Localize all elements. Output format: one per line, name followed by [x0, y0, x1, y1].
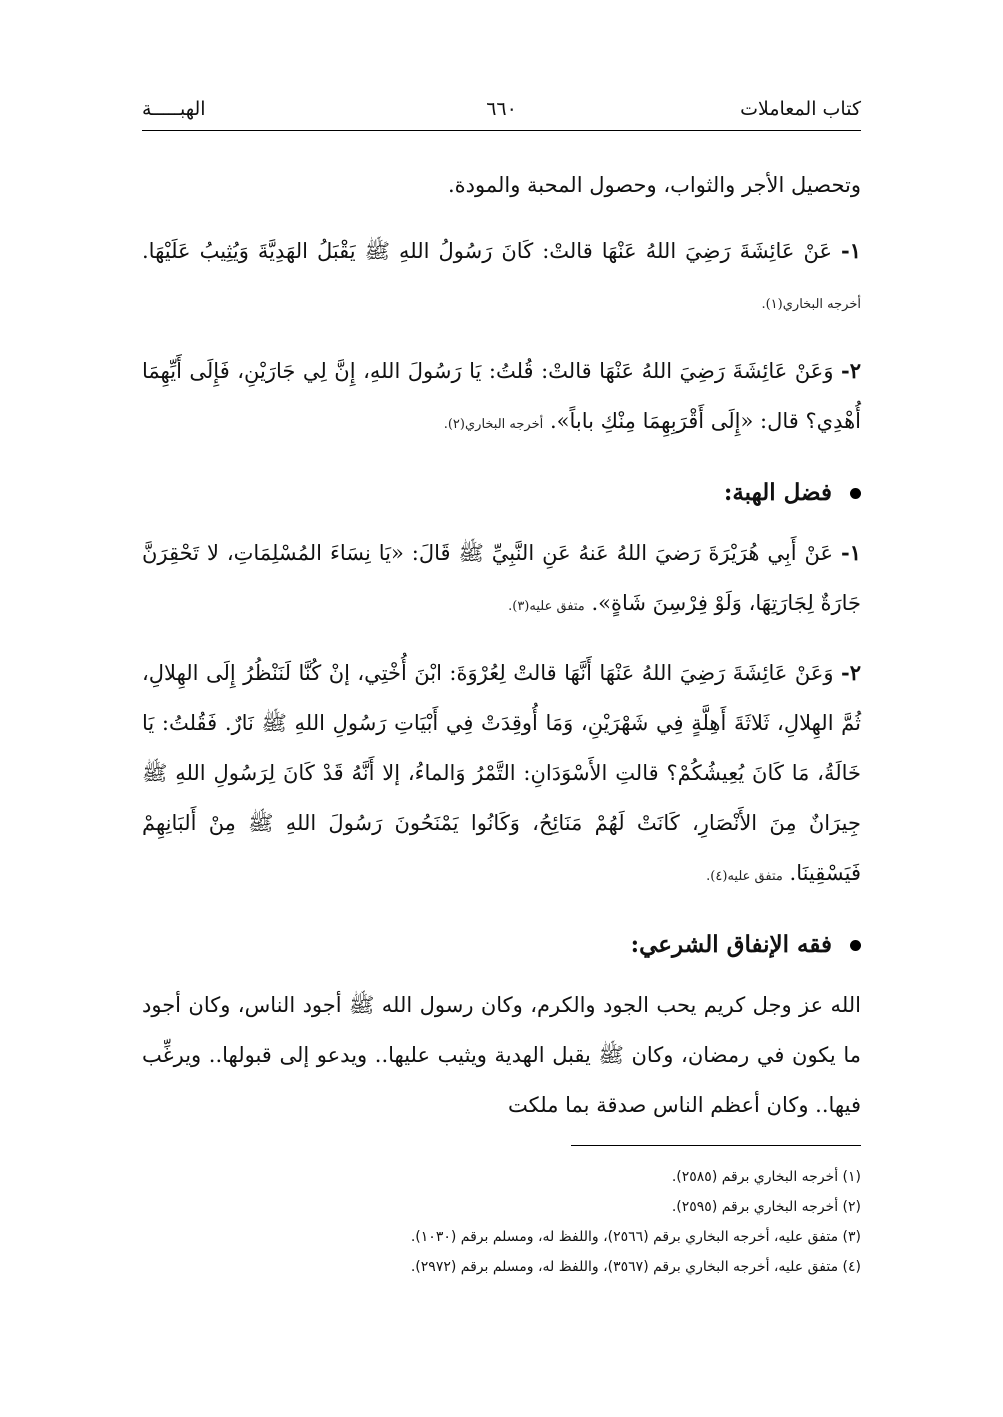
main-text: [142, 160, 861, 1130]
hadith-entry: [142, 648, 861, 902]
page-number: ٦٦٠: [486, 98, 517, 120]
entry-number: ٢-: [841, 358, 861, 383]
footnote-item: (١) أخرجه البخاري برقم (٢٥٨٥).: [671, 1169, 861, 1185]
heading-text: فضل الهبة:: [723, 479, 832, 506]
hadith-text: عَنْ أَبِي هُرَيْرَةَ رَضيَ اللهُ عَنهُ عَنِ النَّبِيِّ ﷺ قَالَ: «يَا نِسَاءَ المُسْلِمَاتِ، لا تَحْقِرَنَّ جَارَةٌ لِجَارَتِهَا، وَلَوْ فِرْسِنَ شَاةٍ».: [142, 541, 861, 615]
hadith-source: أخرجه البخاري: [464, 417, 544, 432]
footnote-item: (٤) متفق عليه، أخرجه البخاري برقم (٣٥٦٧)، واللفظ له، ومسلم برقم (٢٩٧٢).: [410, 1259, 861, 1275]
book-title: كتاب المعاملات: [740, 98, 861, 120]
hadith-source: أخرجه البخاري: [782, 297, 861, 312]
section-heading-virtue: [142, 468, 861, 518]
footnote-divider: [571, 1145, 861, 1146]
chapter-title: الهبـــــة: [142, 98, 206, 120]
footnote-ref: (٤).: [706, 869, 728, 884]
footnote-item: (٣) متفق عليه، أخرجه البخاري برقم (٢٥٦٦)، واللفظ له، ومسلم برقم (١٠٣٠).: [410, 1229, 861, 1245]
hadith-text: وَعَنْ عَائِشَةَ رَضِيَ اللهُ عَنْهَا أَنَّهَا قالتْ لِعُرْوَةَ: ابْنَ أُخْتِي، إنْ كُنَّا لَنَنْظُرُ إِلَى الهِلالِ، ثُمَّ الهِلالِ، ثَلاثَةَ أَهِلَّةٍ فِي شَهْرَيْنِ، وَمَا أُوقِدَتْ فِي أَبْيَاتِ رَسُولِ اللهِ ﷺ نَارٌ. فَقُلتُ: يَا خَالَةُ، مَا كَانَ يُعِيشُكُمْ؟ قالتِ الأَسْوَدَانِ: التَّمْرُ وَالماءُ، إلا أَنَّهُ قَدْ كَانَ لِرَسُولِ اللهِ ﷺ جِيرَانٌ مِنَ الأَنْصَارِ، كَانَتْ لَهُمْ مَنَائِحُ، وَكَانُوا يَمْنَحُونَ رَسُولَ اللهِ ﷺ مِنْ أَلبَانِهِمْ فَيَسْقِينَا.: [142, 661, 861, 885]
hadith-entry: [142, 226, 861, 330]
hadith-text: وَعَنْ عَائِشَةَ رَضِيَ اللهُ عَنْهَا قالتْ: قُلتُ: يَا رَسُولَ اللهِ، إِنَّ لِي جَارَيْنِ، فَإِلَى أَيِّهِمَا أُهْدِي؟ قال: «إِلَى أَقْرَبِهِمَا مِنْكِ باباً».: [142, 359, 861, 433]
intro-line: وتحصيل الأجر والثواب، وحصول المحبة والمودة.: [447, 173, 861, 197]
bullet-icon: [850, 940, 861, 951]
footnote-ref: (٣).: [508, 599, 530, 614]
hadith-source: متفق عليه: [529, 599, 585, 614]
footnote-ref: (٢).: [443, 417, 465, 432]
hadith-entry: [142, 346, 861, 450]
fiqh-paragraph: الله عز وجل كريم يحب الجود والكرم، وكان رسول الله ﷺ أجود الناس، وكان أجود ما يكون في رمضان، وكان ﷺ يقبل الهدية ويثيب عليها.. ويدعو إلى قبولها.. ويرغِّب فيها.. وكان أعظم الناس صدقة بما ملكت: [142, 993, 861, 1117]
hadith-text: عَنْ عَائِشَةَ رَضِيَ اللهُ عَنْهَا قالتْ: كَانَ رَسُولُ اللهِ ﷺ يَقْبَلُ الهَدِيَّةَ وَيُثِيبُ عَلَيْهَا.: [142, 239, 832, 263]
hadith-source: متفق عليه: [727, 869, 783, 884]
section-heading-fiqh: [142, 920, 861, 970]
running-header: [142, 96, 861, 131]
entry-number: ١-: [841, 238, 862, 263]
hadith-entry: [142, 528, 861, 632]
bullet-icon: [850, 488, 861, 499]
footnote-item: (٢) أخرجه البخاري برقم (٢٥٩٥).: [671, 1199, 861, 1215]
entry-number: ١-: [840, 540, 861, 565]
footnote-ref: (١).: [761, 297, 783, 312]
entry-number: ٢-: [841, 660, 861, 685]
footnotes: [142, 1162, 861, 1282]
heading-text: فقه الإنفاق الشرعي:: [630, 931, 832, 958]
